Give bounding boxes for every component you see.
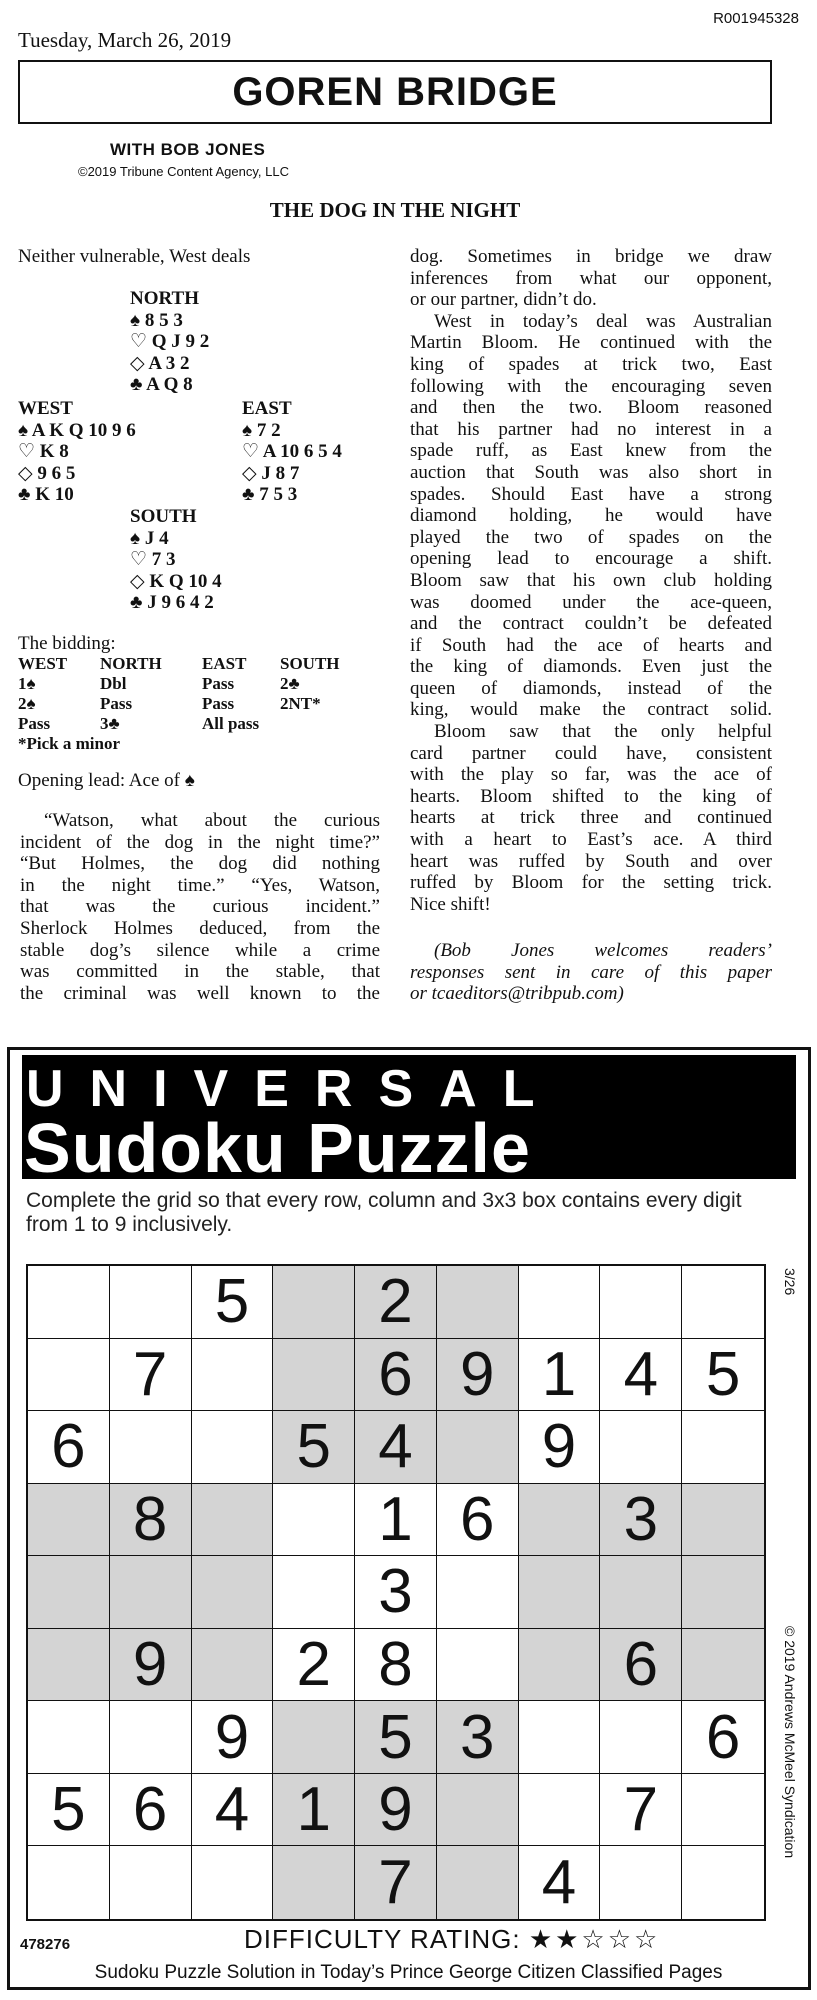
sudoku-instructions: Complete the grid so that every row, column and 3x3 box contains every digit from 1 to 9 inclusively. — [26, 1189, 742, 1236]
solution-footer: Sudoku Puzzle Solution in Today’s Prince George Citizen Classified Pages — [94, 1962, 723, 1983]
sudoku-cell[interactable] — [28, 1701, 110, 1774]
sudoku-cell: 7 — [355, 1846, 437, 1919]
syndication-text: © 2019 Andrews McMeel Syndication — [782, 1626, 798, 1859]
bidding-header-row — [18, 654, 370, 674]
sudoku-cell[interactable] — [110, 1411, 192, 1484]
sudoku-cell[interactable] — [28, 1484, 110, 1557]
article-line: played the two of spades on the — [410, 526, 772, 548]
article-line: queen of diamonds, instead of the — [410, 677, 772, 699]
spades-holding: ♠ 8 5 3 — [130, 309, 183, 331]
clubs-holding: ♣ A Q 8 — [130, 374, 193, 395]
sudoku-cell[interactable] — [110, 1556, 192, 1629]
bidding-row — [18, 674, 370, 694]
sudoku-cell[interactable] — [600, 1846, 682, 1919]
hearts-holding: ♡ A 10 6 5 4 — [242, 441, 342, 462]
hand-label: WEST — [18, 398, 73, 419]
banner-sudoku-puzzle: Sudoku Puzzle — [24, 1109, 531, 1187]
bid-cell: 1♠ — [18, 674, 36, 693]
sudoku-cell[interactable] — [682, 1484, 764, 1557]
side-date-text: 3/26 — [782, 1268, 798, 1296]
spades-holding: ♠ 7 2 — [242, 419, 281, 441]
sudoku-cell: 9 — [110, 1629, 192, 1702]
sudoku-cell[interactable] — [110, 1846, 192, 1919]
bidding-row — [18, 714, 370, 734]
article-line: incident of the dog in the night time?” — [20, 831, 380, 853]
hand-west — [18, 398, 136, 506]
sudoku-cell[interactable] — [682, 1774, 764, 1847]
sudoku-cell: 9 — [355, 1774, 437, 1847]
syndication-credit — [780, 1626, 802, 1916]
difficulty-label: DIFFICULTY RATING: — [244, 1924, 521, 1954]
diamonds-holding: ◇ 9 6 5 — [18, 462, 76, 484]
sudoku-cell: 9 — [519, 1411, 601, 1484]
sudoku-cell[interactable] — [682, 1266, 764, 1339]
bidding-row — [18, 694, 370, 714]
article-line: spade ruff, as East knew from the — [410, 440, 772, 462]
hearts-holding: ♡ K 8 — [18, 441, 69, 462]
article-line: and the contract couldn’t be defeated — [410, 613, 772, 635]
article-line: if South had the ace of hearts and — [410, 634, 772, 656]
hand-label: EAST — [242, 398, 292, 419]
article-line: Sherlock Holmes deduced, from the — [20, 917, 380, 939]
article-line: Bloom saw that the only helpful — [434, 721, 772, 743]
sudoku-cell[interactable] — [519, 1629, 601, 1702]
sudoku-cell: 4 — [355, 1411, 437, 1484]
bid-cell: SOUTH — [280, 654, 340, 673]
article-line: king, would make the contract solid. — [410, 699, 772, 721]
sudoku-cell: 6 — [28, 1411, 110, 1484]
article-title: THE DOG IN THE NIGHT — [269, 198, 521, 222]
sudoku-cell[interactable] — [192, 1339, 274, 1412]
article-line: that was the curious incident.” — [20, 896, 380, 918]
sudoku-cell[interactable] — [682, 1629, 764, 1702]
sudoku-cell[interactable] — [437, 1411, 519, 1484]
sudoku-cell[interactable] — [600, 1266, 682, 1339]
article-line: with the play so far, was the ace of — [410, 764, 772, 786]
sudoku-cell[interactable] — [437, 1266, 519, 1339]
author-credit — [410, 940, 772, 1005]
sudoku-cell[interactable] — [600, 1411, 682, 1484]
sudoku-cell[interactable] — [600, 1556, 682, 1629]
bid-cell: All pass — [202, 714, 260, 733]
hearts-holding: ♡ 7 3 — [130, 549, 176, 570]
bid-cell: Pass — [100, 694, 133, 713]
article-line: stable dog’s silence while a crime — [20, 939, 380, 961]
vulnerability: Neither vulnerable, West deals — [18, 246, 251, 267]
sudoku-cell: 6 — [600, 1629, 682, 1702]
sudoku-cell[interactable] — [192, 1556, 274, 1629]
byline: WITH BOB JONES — [110, 140, 266, 159]
bidding-table — [18, 654, 370, 734]
sudoku-cell[interactable] — [28, 1266, 110, 1339]
difficulty-rating — [244, 1924, 660, 1955]
article-line: Martin Bloom. He continued with the — [410, 332, 772, 354]
sudoku-cell[interactable] — [519, 1774, 601, 1847]
bid-cell: EAST — [202, 654, 247, 673]
sudoku-cell: 6 — [110, 1774, 192, 1847]
sudoku-cell[interactable] — [273, 1339, 355, 1412]
puzzle-id: 478276 — [20, 1936, 71, 1953]
sudoku-cell[interactable] — [273, 1846, 355, 1919]
sudoku-cell[interactable] — [28, 1339, 110, 1412]
column-title-box — [18, 60, 772, 124]
credit-line: responses sent in care of this paper — [410, 961, 772, 983]
hearts-holding: ♡ Q J 9 2 — [130, 331, 210, 352]
sudoku-cell: 2 — [355, 1266, 437, 1339]
sudoku-cell: 4 — [192, 1774, 274, 1847]
bid-cell: 2NT* — [280, 694, 321, 713]
sudoku-cell: 6 — [682, 1701, 764, 1774]
sudoku-cell[interactable] — [28, 1556, 110, 1629]
article-line: auction that South was also short in — [410, 461, 772, 483]
hand-east — [242, 398, 342, 506]
hand-label: NORTH — [130, 288, 200, 309]
article-line: opening lead to encourage a shift. — [410, 548, 772, 570]
sudoku-cell: 1 — [355, 1484, 437, 1557]
article-line: following with the encouraging seven — [410, 375, 772, 397]
bid-cell — [280, 714, 370, 734]
sudoku-cell[interactable] — [273, 1701, 355, 1774]
sudoku-cell[interactable] — [273, 1556, 355, 1629]
article-line: that his partner had no interest in a — [410, 418, 772, 440]
diamonds-holding: ◇ J 8 7 — [242, 462, 300, 484]
article-line: or our partner, didn’t do. — [410, 289, 597, 311]
sudoku-cell[interactable] — [682, 1556, 764, 1629]
credit-line: (Bob Jones welcomes readers’ — [434, 940, 772, 961]
article-line: inferences from what our opponent, — [410, 267, 772, 289]
article-line: Bloom saw that his own club holding — [410, 569, 772, 591]
article-line: king of spades at trick two, East — [410, 353, 772, 375]
bid-cell: NORTH — [100, 654, 162, 673]
sudoku-cell: 5 — [355, 1701, 437, 1774]
spades-holding: ♠ A K Q 10 9 6 — [18, 419, 136, 441]
banner-universal: UNIVERSAL — [26, 1060, 561, 1118]
article-line: the king of diamonds. Even just the — [410, 656, 772, 678]
clubs-holding: ♣ J 9 6 4 2 — [130, 592, 214, 613]
article-line: diamond holding, he would have — [410, 505, 772, 527]
article-line: dog. Sometimes in bridge we draw — [410, 246, 772, 267]
sudoku-grid — [26, 1264, 766, 1921]
sudoku-cell[interactable] — [28, 1629, 110, 1702]
sudoku-cell: 3 — [355, 1556, 437, 1629]
sudoku-cell: 4 — [519, 1846, 601, 1919]
article-line: “But Holmes, the dog did nothing — [20, 853, 380, 875]
sudoku-cell[interactable] — [519, 1556, 601, 1629]
sudoku-cell[interactable] — [519, 1701, 601, 1774]
sudoku-cell: 6 — [355, 1339, 437, 1412]
article-line: card partner could have, consistent — [410, 742, 772, 764]
sudoku-cell: 7 — [600, 1774, 682, 1847]
sudoku-cell[interactable] — [437, 1846, 519, 1919]
hand-label: SOUTH — [130, 506, 197, 527]
sudoku-cell[interactable] — [192, 1846, 274, 1919]
opening-lead: Opening lead: Ace of ♠ — [18, 770, 195, 791]
bid-cell: WEST — [18, 654, 68, 673]
hand-south — [130, 506, 222, 614]
article-line: ruffed by Bloom for the setting trick. — [410, 872, 772, 894]
bid-cell: Pass — [202, 694, 235, 713]
article-line: with a heart to East’s ace. A third — [410, 829, 772, 851]
article-body-right — [410, 246, 772, 915]
article-line: hearts. Bloom shifted to the king of — [410, 785, 772, 807]
side-date — [780, 1268, 802, 1308]
article-line: heart was ruffed by South and over — [410, 850, 772, 872]
sudoku-cell[interactable] — [273, 1266, 355, 1339]
sudoku-cell[interactable] — [192, 1484, 274, 1557]
article-line: and then the two. Bloom reasoned — [410, 397, 772, 419]
sudoku-cell: 5 — [682, 1339, 764, 1412]
article-line: was doomed under the ace-queen, — [410, 591, 772, 613]
clubs-holding: ♣ 7 5 3 — [242, 484, 298, 505]
sudoku-cell[interactable] — [437, 1556, 519, 1629]
bid-cell: Pass — [202, 674, 235, 693]
sudoku-cell: 3 — [437, 1701, 519, 1774]
diamonds-holding: ◇ K Q 10 4 — [130, 570, 222, 592]
sudoku-cell: 8 — [355, 1629, 437, 1702]
bid-cell: Pass — [18, 714, 51, 733]
publication-date: Tuesday, March 26, 2019 — [18, 28, 232, 52]
sudoku-cell[interactable] — [110, 1266, 192, 1339]
sudoku-banner — [22, 1055, 796, 1187]
sudoku-cell: 7 — [110, 1339, 192, 1412]
article-line: West in today’s deal was Australian — [434, 310, 772, 332]
sudoku-cell: 1 — [519, 1339, 601, 1412]
spades-holding: ♠ J 4 — [130, 527, 169, 549]
article-line: spades. Should East have a strong — [410, 483, 772, 505]
credit-line: or tcaeditors@tribpub.com) — [410, 983, 624, 1005]
article-line: in the night time.” “Yes, Watson, — [20, 874, 380, 896]
bid-cell: 2♠ — [18, 694, 36, 713]
document-code: R001945328 — [713, 10, 799, 27]
bid-cell: Dbl — [100, 674, 127, 693]
bid-cell: 2♣ — [280, 674, 300, 693]
column-title: GOREN BRIDGE — [232, 69, 558, 114]
sudoku-cell[interactable] — [192, 1411, 274, 1484]
copyright: ©2019 Tribune Content Agency, LLC — [78, 164, 289, 179]
sudoku-cell[interactable] — [682, 1846, 764, 1919]
article-line: the criminal was well known to the — [20, 982, 380, 1004]
bidding-note: *Pick a minor — [18, 734, 120, 753]
bid-cell: 3♣ — [100, 714, 120, 733]
sudoku-cell: 5 — [28, 1774, 110, 1847]
article-line: was committed in the stable, that — [20, 961, 380, 983]
article-line: Nice shift! — [410, 893, 491, 915]
sudoku-cell: 6 — [437, 1484, 519, 1557]
sudoku-cell[interactable] — [519, 1484, 601, 1557]
sudoku-cell[interactable] — [273, 1484, 355, 1557]
sudoku-cell[interactable] — [437, 1629, 519, 1702]
clubs-holding: ♣ K 10 — [18, 484, 74, 505]
sudoku-cell: 8 — [110, 1484, 192, 1557]
sudoku-cell: 2 — [273, 1629, 355, 1702]
sudoku-cell: 9 — [192, 1701, 274, 1774]
sudoku-cell[interactable] — [519, 1266, 601, 1339]
sudoku-cell[interactable] — [682, 1411, 764, 1484]
sudoku-cell: 3 — [600, 1484, 682, 1557]
article-body-left — [20, 810, 380, 1004]
bidding-label: The bidding: — [18, 633, 116, 654]
sudoku-cell: 9 — [437, 1339, 519, 1412]
sudoku-cell[interactable] — [110, 1701, 192, 1774]
article-line: hearts at trick three and continued — [410, 807, 772, 829]
sudoku-cell: 5 — [192, 1266, 274, 1339]
hand-north — [130, 288, 209, 396]
sudoku-cell[interactable] — [437, 1774, 519, 1847]
sudoku-cell: 1 — [273, 1774, 355, 1847]
sudoku-cell[interactable] — [600, 1701, 682, 1774]
diamonds-holding: ◇ A 3 2 — [130, 352, 190, 374]
sudoku-cell[interactable] — [28, 1846, 110, 1919]
article-line: “Watson, what about the curious — [44, 810, 380, 831]
sudoku-cell[interactable] — [192, 1629, 274, 1702]
sudoku-cell: 4 — [600, 1339, 682, 1412]
difficulty-stars: ★★☆☆☆ — [528, 1924, 661, 1954]
sudoku-cell: 5 — [273, 1411, 355, 1484]
